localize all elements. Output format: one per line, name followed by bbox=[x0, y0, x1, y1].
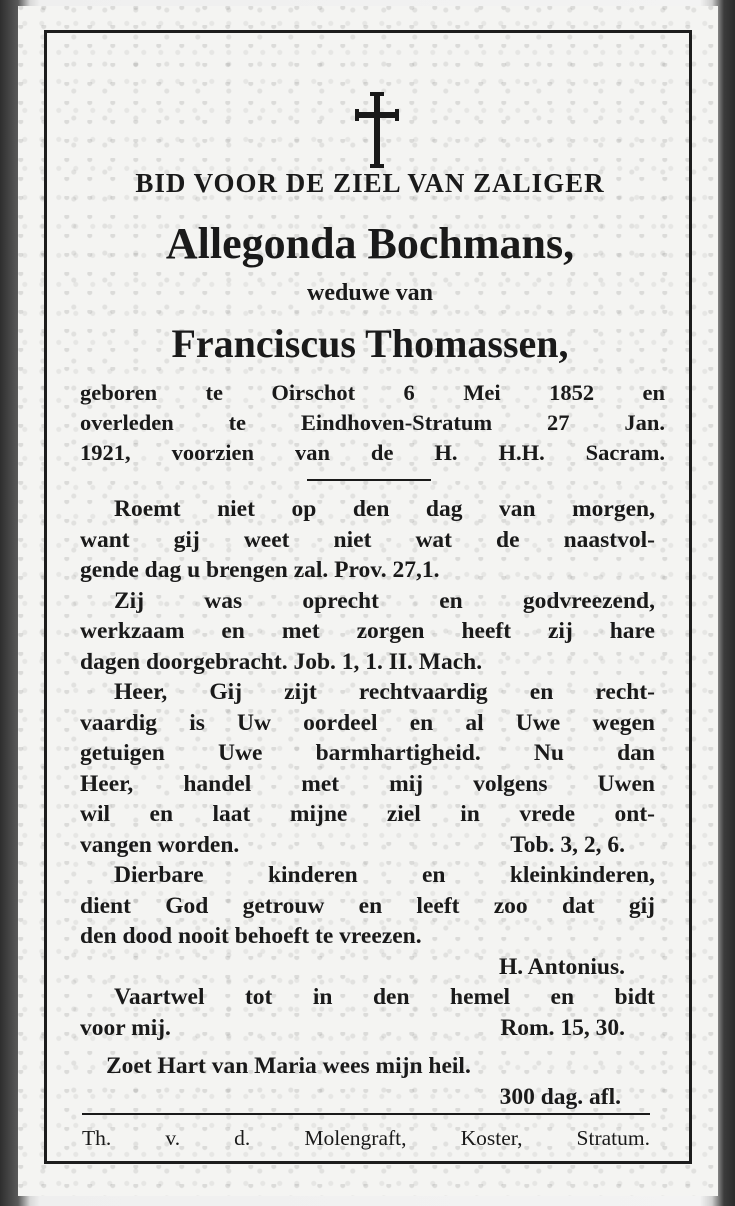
verse-line: gende dag u brengen zal. Prov. 27,1. bbox=[80, 557, 440, 583]
verse-line: want gij weet niet wat de naastvol- bbox=[80, 526, 655, 553]
verse-line: werkzaam en met zorgen heeft zij hare bbox=[80, 618, 655, 644]
prayer-header: BID VOOR DE ZIEL VAN ZALIGER bbox=[135, 168, 605, 198]
relation-text: weduwe van bbox=[306, 280, 433, 306]
verse-line: Heer, handel met mij volgens Uwen bbox=[80, 770, 655, 797]
verse-line: Vaartwel tot in den hemel en bidt bbox=[114, 984, 655, 1010]
short-divider bbox=[307, 479, 431, 481]
death-line: overleden te Eindhoven-Stratum 27 Jan. bbox=[80, 410, 665, 435]
indulgence-text: 300 dag. afl. bbox=[499, 1083, 621, 1110]
verse-line: dagen doorgebracht. Job. 1, 1. II. Mach. bbox=[80, 648, 483, 675]
verse-line: voor mij. bbox=[80, 1014, 171, 1041]
cross-icon bbox=[355, 92, 399, 168]
sacraments-line: 1921, voorzien van de H. H.H. Sacram. bbox=[80, 440, 665, 465]
verse-line: Dierbare kinderen en kleinkinderen, bbox=[114, 862, 655, 888]
verse-line-with-reference bbox=[80, 1013, 655, 1044]
verse-line: dient God getrouw en leeft zoo dat gij bbox=[80, 892, 655, 919]
verse-line: Zij was oprecht en godvreezend, bbox=[114, 587, 655, 614]
verse-line: Zoet Hart van Maria wees mijn heil. bbox=[106, 1053, 471, 1079]
birth-death-text bbox=[80, 378, 665, 468]
footer-divider bbox=[82, 1113, 650, 1115]
deceased-name: Allegonda Bochmans, bbox=[165, 219, 575, 268]
verse-line: den dood nooit behoeft te vreezen. bbox=[80, 923, 422, 949]
printer-credit: Th. v. d. Molengraft, Koster, Stratum. bbox=[82, 1126, 650, 1150]
spouse-name: Franciscus Thomassen, bbox=[171, 321, 569, 366]
verse-line: getuigen Uwe barmhartigheid. Nu dan bbox=[80, 740, 655, 766]
verse-line: vaardig is Uw oordeel en al Uwe wegen bbox=[80, 709, 655, 736]
scripture-reference: Tob. 3, 2, 6. bbox=[510, 831, 625, 858]
verse-line: Heer, Gij zijt rechtvaardig en recht- bbox=[114, 679, 655, 705]
verse-line: vangen worden. bbox=[80, 831, 240, 858]
scripture-reference: Rom. 15, 30. bbox=[500, 1014, 625, 1041]
verse-line-with-reference bbox=[80, 830, 655, 861]
verse-line: wil en laat mijne ziel in vrede ont- bbox=[80, 801, 655, 827]
verse-line: Roemt niet op den dag van morgen, bbox=[114, 496, 655, 522]
scripture-reference: H. Antonius. bbox=[498, 953, 625, 980]
verses-block bbox=[80, 494, 655, 1112]
birth-line: geboren te Oirschot 6 Mei 1852 en bbox=[80, 380, 665, 405]
